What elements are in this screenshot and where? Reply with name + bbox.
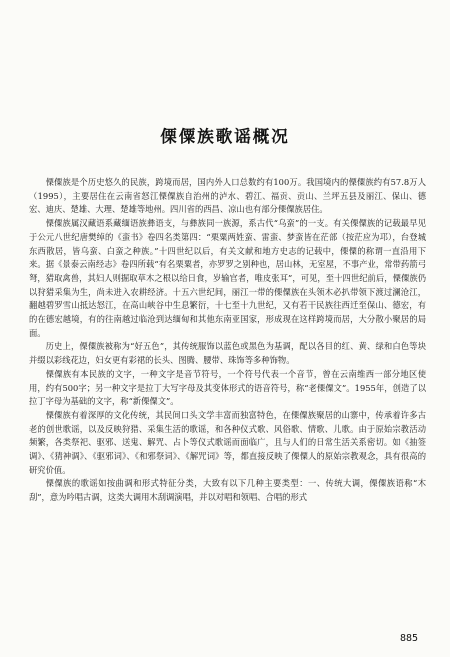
paragraph: 傈僳族属汉藏语系藏缅语族彝语支，与彝族同一族源，系古代“乌蛮”的一支。有关傈僳族的记载最早见于公元八世纪唐樊绰的《蛮书》卷四名类第四：“栗粟两姓蛮、雷蛮、梦蛮皆在茫部（按茫应为邛），台登城东西散居，皆乌蛮、白蛮之种族。”十四世纪以后，有关文献和地方史志的记载中，傈僳的称谓一直沿用下来。据《景泰云南经志》卷四所载“有名栗粟者，亦罗罗之别种也，居山林，无室屋，不事产业，常带药箭弓弩，猎取禽兽，其妇人则掘取草木之根以给日食，岁输官者，唯皮张耳”，可见，至十四世纪前后，傈僳族仍以狩猎采集为生，尚未进入农耕经济。十五六世纪间，丽江一带的傈僳族在头领木必扒带领下渡过澜沧江，翻越碧罗雪山抵达怒江，在高山峡谷中生息繁衍，十七至十九世纪，又有若干民族往西迁至保山、德宏，有的在德宏越境，有的往南越过临沧到达缅甸和其他东南亚国家，形成现在这样跨境而居，大分散小聚居的局面。 bbox=[29, 218, 426, 338]
article-body bbox=[29, 176, 426, 505]
paragraph: 傈僳族有着深厚的文化传统，其民间口头文学丰富而独富特色，在傈僳族聚居的山寨中，传承着许多古老的创世歌谣，以及反映狩猎、采集生活的歌谣，和各种仪式歌、风俗歌、情歌、儿歌。由于原始宗教活动频繁，各类祭祀、驱邪、送鬼、解咒、占卜等仪式歌谣而面临广，且与人们的日常生活关系密切。如《抽签调》、《猜神调》、《驱邪词》、《和邪祭词》、《解咒词》等，都直接反映了傈僳人的原始宗教观念，具有很高的研究价值。 bbox=[29, 409, 426, 475]
paragraph: 傈僳族有本民族的文字，一种文字是音节符号，一个符号代表一个音节，曾在云南维西一部分地区使用，约有500字；另一种文字是拉丁大写字母及其变体形式的语音符号，称“老傈僳文”。1955年，创造了以拉丁字母为基础的文字，称“新傈僳文”。 bbox=[29, 368, 426, 407]
page-title: 傈僳族歌谣概况 bbox=[160, 127, 290, 146]
paragraph: 历史上，傈僳族被称为“好五色”，其传统服饰以蓝色或黑色为基调，配以各目的红、黄、绿和白色等块并缀以彩线花边，妇女更有彩裙的长头、图腾、腰带、珠饰等多种饰物。 bbox=[29, 341, 426, 366]
paragraph: 傈僳族的歌谣如按曲调和形式特征分类，大致有以下几种主要类型：一、传统大调，傈僳族语称“木刮”，意为吟唱古调，这类大调用木刮调演唱，并以对唱和领唱、合唱的形式 bbox=[29, 478, 426, 503]
paragraph: 傈僳族是个历史悠久的民族，跨境而居，国内外人口总数约有100万。我国境内的傈僳族约有57.8万人（1995），主要居住在云南省怒江傈僳族自治州的泸水、碧江、福贡、贡山、兰坪五县及丽江、保山、德宏、迪庆、楚雄、大理、楚雄等地州。四川省的西昌、凉山也有部分傈僳族居住。 bbox=[29, 177, 426, 215]
page-number: 885 bbox=[400, 633, 419, 644]
